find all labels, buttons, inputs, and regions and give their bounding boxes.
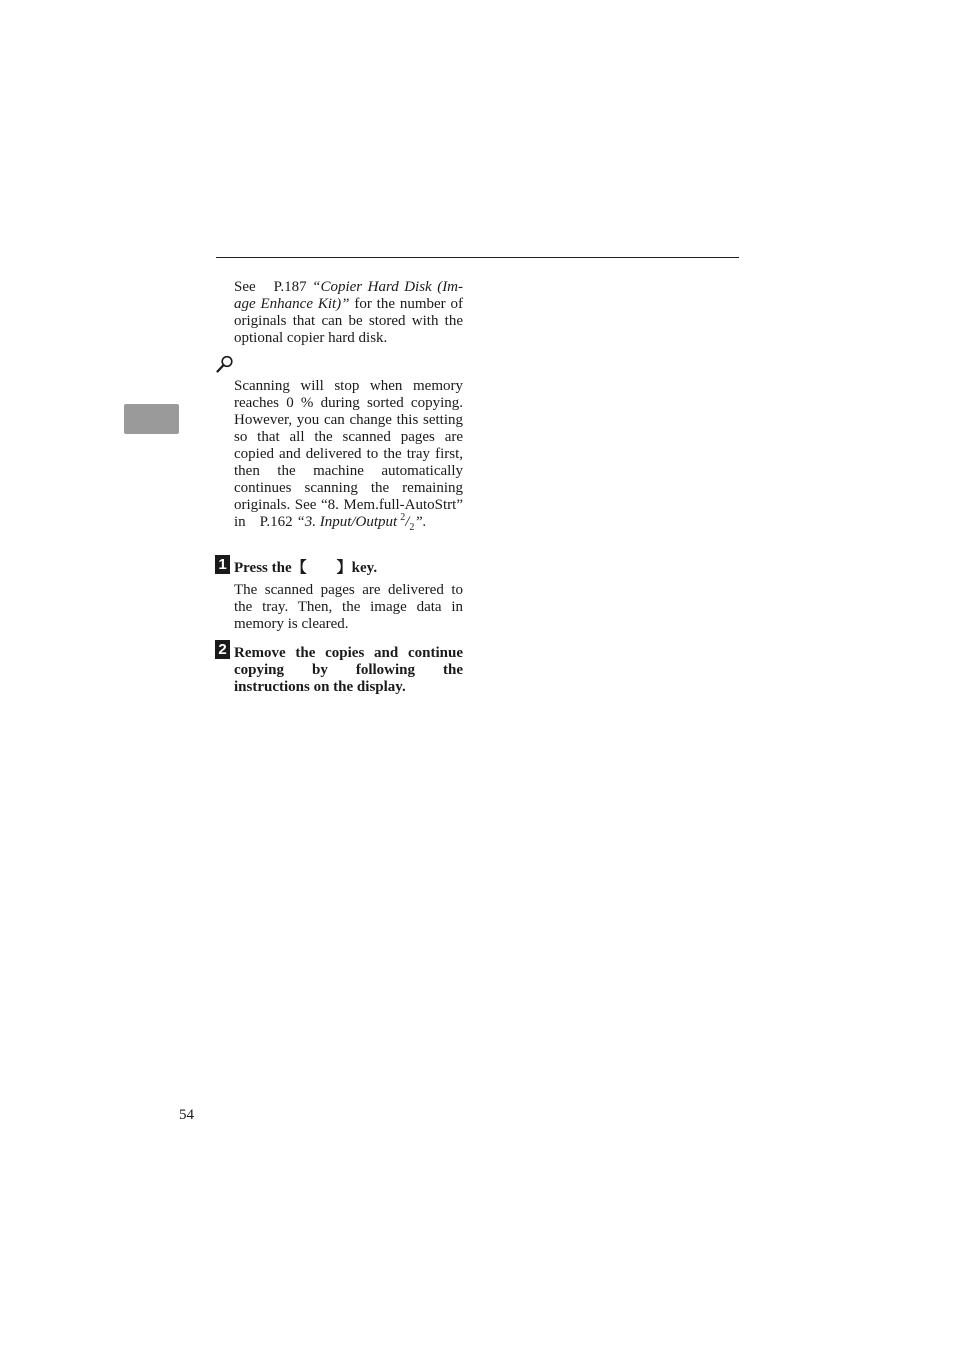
step-1-body: The scanned pages are delivered to the tray. Then, the image data in memory is cleared. (234, 582, 463, 632)
note-hard-disk (234, 279, 463, 347)
step-2-badge: 2 (215, 640, 230, 659)
chapter-tab (124, 404, 179, 434)
fraction-slash: / (405, 514, 410, 530)
step-2-heading: Remove the copies and continue copying by following the instructions on the display. (234, 645, 463, 695)
page-ref-162[interactable]: P.162 (259, 514, 293, 530)
fraction-denominator: 2 (409, 522, 415, 533)
bracket-open: 【 (291, 560, 307, 576)
page-ref-187[interactable]: P.187 (273, 279, 307, 295)
step1-suffix: key. (351, 560, 378, 576)
note-memory-full (234, 378, 463, 531)
ref-title-a: “Copier Hard Disk (Im- (312, 279, 464, 295)
ref-end: ”. (414, 514, 427, 530)
step1-prefix: Press the (234, 560, 292, 576)
page-number: 54 (179, 1107, 194, 1123)
magnifier-icon (216, 355, 234, 373)
note2-text: Scanning will stop when memory reaches 0 % during sorted copying. However, you can change this setting so that all the scanned pages are copied and delivered to the tray first, then the machine automatically continues scanning the remaining originals. See “8. Mem.full-AutoStrt” in (234, 378, 463, 530)
see-label: See (234, 279, 256, 295)
step-1-badge: 1 (215, 555, 230, 574)
ref-title-b: age Enhance Kit)” (234, 296, 350, 312)
header-rule (216, 257, 739, 258)
bracket-close: 】 (336, 560, 352, 576)
fraction-numerator: 2 (400, 512, 406, 523)
note1-rest: for the number of originals that can be stored with the optional copier hard disk. (234, 296, 463, 346)
ref-input-output: “3. Input/Output (296, 514, 398, 530)
step-1-heading (234, 560, 463, 577)
